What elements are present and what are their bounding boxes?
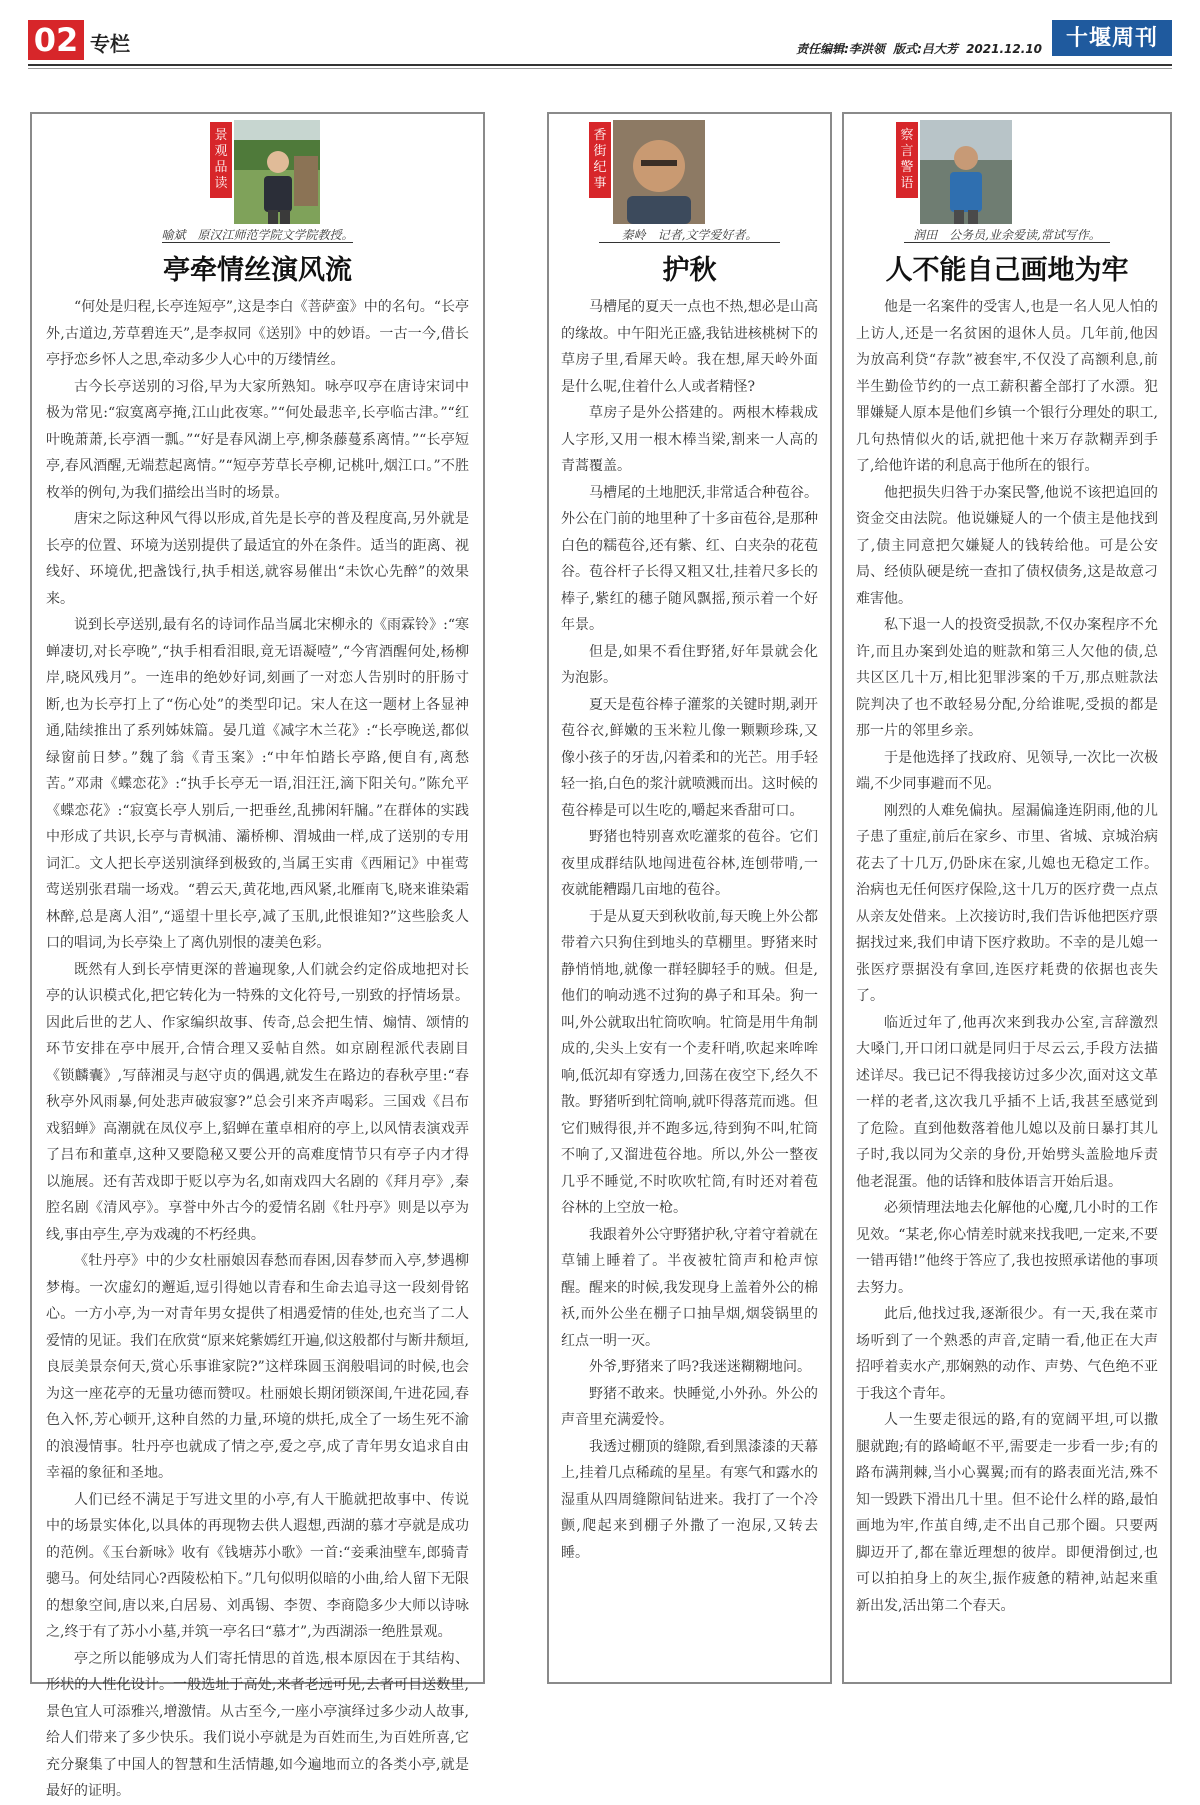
article-title: 护秋 [662,255,717,286]
paragraph: “何处是归程,长亭连短亭”,这是李白《菩萨蛮》中的名句。“长亭外,古道边,芳草碧连天”,是李叔同《送别》中的妙语。一古一今,借长亭抒恋乡怀人之思,牵动多少人心中的万缕情丝。 [46,299,469,368]
paragraph: 刚烈的人难免偏执。屋漏偏逢连阴雨,他的儿子患了重症,前后在家乡、市里、省城、京城治病花去了十几万,仍卧床在家,儿媳也无稳定工作。治病也无任何医疗保险,这十几万的医疗费一点点从亲友处借来。上次接访时,我们告诉他把医疗票据找过来,我们申请下医疗救助。不幸的是儿媳一张医疗票据没有拿回,连医疗耗费的依据也丧失了。 [856,802,1158,1004]
article-column-2 [547,112,832,1684]
masthead [28,20,1172,64]
article-body [856,294,1158,1674]
paragraph: 必须情理法地去化解他的心魔,几小时的工作见效。“某老,你心情差时就来找我吧,一定来,不要一错再错!”他终于答应了,我也按照承诺他的事项去努力。 [856,1200,1158,1296]
paragraph: 我透过棚顶的缝隙,看到黑漆漆的天幕上,挂着几点稀疏的星星。有寒气和露水的湿重从四周缝隙间钻进来。我打了一个冷颤,爬起来到棚子外撒了一泡尿,又转去睡。 [561,1438,818,1561]
author-photo [234,120,320,224]
article-column-1 [30,112,485,1799]
article-body [561,294,818,1674]
paragraph: 人一生要走很远的路,有的宽阔平坦,可以撒腿就跑;有的路崎岖不平,需要走一步看一步;有的路布满荆棘,当小心翼翼;而有的路表面光洁,殊不知一毁跌下滑出几十里。但不论什么样的路,最怕画地为牢,作茧自缚,走不出自己那个圈。只要两脚迈开了,都在靠近理想的彼岸。即便滑倒过,也可以拍拍身上的灰尘,振作疲惫的精神,站起来重新出发,活出第二个春天。 [856,1412,1158,1614]
paragraph: 他把损失归咎于办案民警,他说不该把追回的资金交由法院。他说嫌疑人的一个债主是他找到了,债主同意把欠嫌疑人的钱转给他。可是公安局、经侦队硬是统一查扣了债权债务,这是故意刁难害他。 [856,484,1158,607]
page-number: 02 [28,20,84,60]
author-caption: 润田 公务员,业余爱读,常试写作。 [913,228,1101,242]
paragraph: 《牡丹亭》中的少女杜丽娘因春愁而春困,因春梦而入亭,梦遇柳梦梅。一次虚幻的邂逅,逗引得她以青春和生命去追寻这一段刻骨铭心。一方小亭,为一对青年男女提供了相遇爱情的佳处,也充当了二人爱情的见证。我们在欣赏“原来姹紫嫣红开遍,似这般都付与断井颓垣,良辰美景奈何天,赏心乐事谁家院?”这样珠圆玉润般唱词的时候,也会为这一座花亭的无量功德而赞叹。杜丽娘长期闭锁深闺,午进花园,春色入怀,芳心顿开,这种自然的力量,环境的烘托,成全了一场生死不渝的浪漫情事。牡丹亭也就成了情之亭,爱之亭,成了青年男女追求自由幸福的象征和圣地。 [46,1253,469,1481]
header-rule [28,64,1172,66]
author-caption: 秦岭 记者,文学爱好者。 [621,228,758,242]
paragraph: 夏天是苞谷棒子灌浆的关键时期,剥开苞谷衣,鲜嫩的玉米粒儿像一颗颗珍珠,又像小孩子的牙齿,闪着柔和的光芒。用手轻轻一掐,白色的浆汁就喷溅而出。这时候的苞谷棒是可以生吃的,嚼起来香甜可口。 [561,696,818,819]
paragraph: 他是一名案件的受害人,也是一名人见人怕的上访人,还是一名贫困的退休人员。几年前,他因为放高利贷“存款”被套牢,不仅没了高额利息,前半生勤俭节约的一点工薪积蓄全部打了水漂。犯罪嫌疑人原本是他们乡镇一个银行分理处的职工,几句热情似火的话,就把他十来万存款糊弄到手了,给他许诺的利息高于他所在的银行。 [856,299,1158,474]
article-body [46,294,469,1799]
column-tag: 香街纪事 [589,122,611,198]
article-column-3 [842,112,1172,1684]
paragraph: 临近过年了,他再次来到我办公室,言辞激烈大嗓门,开口闭口就是同归于尽云云,手段方法描述详尽。我已记不得我接访过多少次,面对这文革一样的老者,这次我几乎插不上话,我甚至感觉到了危险。直到他数落着他儿媳以及前日暴打其儿子时,我以同为父亲的身份,开始劈头盖脸地斥责他老混蛋。他的话锋和肢体语言开始后退。 [856,1014,1158,1190]
layout-credit: 版式:吕大芳 [893,42,958,56]
paragraph: 但是,如果不看住野猪,好年景就会化为泡影。 [561,643,818,686]
editor-credit: 责任编辑:李洪领 [796,42,885,56]
author-caption: 喻斌 原汉江师范学院文学院教授。 [161,228,354,242]
section-name: 专栏 [90,32,130,56]
paragraph: 于是他选择了找政府、见领导,一次比一次极端,不少同事避而不见。 [856,749,1158,792]
paragraph: 于是从夏天到秋收前,每天晚上外公都带着六只狗住到地头的草棚里。野猪来时静悄悄地,就像一群轻脚轻手的贼。但是,他们的响动逃不过狗的鼻子和耳朵。狗一叫,外公就取出牤筒吹响。牤筒是用牛角制成的,尖头上安有一个麦秆哨,吹起来哞哞响,低沉却有穿透力,回荡在夜空下,经久不散。野猪听到牤筒响,就吓得落荒而逃。但它们贼得很,并不跑多远,待到狗不叫,牤筒不响了,又溜进苞谷地。所以,外公一整夜几乎不睡觉,不时吹吹牤筒,有时还对着苞谷林的上空放一枪。 [561,908,818,1216]
paragraph: 私下退一人的投资受损款,不仅办案程序不允许,而且办案到处追的赃款和第三人欠他的债,总共区区几十万,相比犯罪涉案的千万,那点赃款法院判决了也不敢轻易分配,分给谁呢,受损的都是那一片的邻里乡亲。 [856,617,1158,739]
paragraph: 唐宋之际这种风气得以形成,首先是长亭的普及程度高,另外就是长亭的位置、环境为送别提供了最适宜的外在条件。适当的距离、视线好、环境优,把盏饯行,执手相送,就容易催出“未饮心先醉”的效果来。 [46,511,469,607]
paragraph: 外爷,野猪来了吗?我迷迷糊糊地问。 [589,1359,811,1375]
credits [792,40,1042,57]
paragraph: 此后,他找过我,逐渐很少。有一天,我在菜市场听到了一个熟悉的声音,定睛一看,他正在大声招呼着卖水产,那娴熟的动作、声势、气色绝不亚于我这个青年。 [856,1306,1158,1402]
paragraph: 我跟着外公守野猪护秋,守着守着就在草铺上睡着了。半夜被牤筒声和枪声惊醒。醒来的时候,我发现身上盖着外公的棉袄,而外公坐在棚子口抽旱烟,烟袋锅里的红点一明一灭。 [561,1226,818,1349]
paragraph: 野猪也特别喜欢吃灌浆的苞谷。它们夜里成群结队地闯进苞谷林,连刨带啃,一夜就能糟蹋几亩地的苞谷。 [561,829,818,898]
title-rule [162,242,353,243]
newspaper-brand: 十堰周刊 [1052,20,1172,56]
article-title: 人不能自己画地为牢 [885,255,1129,286]
title-rule [599,242,780,243]
paragraph: 说到长亭送别,最有名的诗词作品当属北宋柳永的《雨霖铃》:“寒蝉凄切,对长亭晚”,“执手相看泪眼,竟无语凝噎”,“今宵酒醒何处,杨柳岸,晓风残月”。一连串的绝妙好词,刻画了一对恋人告别时的肝肠寸断,也为长亭打上了“伤心处”的类型印记。宋人在这一题材上各显神通,陆续推出了系列姊妹篇。晏几道《减字木兰花》:“长亭晚送,都似绿窗前日梦。”魏了翁《青玉案》:“中年怕踏长亭路,便自有,离愁苦。”邓肃《蝶恋花》:“执手长亭无一语,泪汪汪,滴下阳关句。”陈允平《蝶恋花》:“寂寞长亭人别后,一把垂丝,乱拂闲轩牖。”在群体的实践中形成了共识,长亭与青枫浦、灞桥柳、渭城曲一样,成了送别的专用词汇。文人把长亭送别演绎到极致的,当属王实甫《西厢记》中崔莺莺送别张君瑞一场戏。“碧云天,黄花地,西风紧,北雁南飞,晓来谁染霜林醉,总是离人泪”,“遥望十里长亭,减了玉肌,此恨谁知?”这些脍炙人口的唱词,为长亭染上了离仇别恨的凄美色彩。 [46,617,469,951]
author-photo [920,120,1012,224]
paragraph: 野猪不敢来。快睡觉,小外孙。外公的声音里充满爱怜。 [561,1385,818,1428]
paragraph: 古今长亭送别的习俗,早为大家所熟知。咏亭叹亭在唐诗宋词中极为常见:“寂寞离亭掩,江山此夜寒。”“何处最悲辛,长亭临古津。”“红叶晚萧萧,长亭酒一瓢。”“好是春风湖上亭,柳条藤蔓系离情。”“长亭短亭,春风酒醒,无端惹起离情。”“短亭芳草长亭柳,记桃叶,烟江口。”不胜枚举的例句,为我们描绘出当时的场景。 [46,378,469,501]
title-rule [904,242,1110,243]
article-title: 亭牵情丝演风流 [163,255,352,286]
column-tag: 察言警语 [896,122,918,198]
paragraph: 既然有人到长亭情更深的普遍现象,人们就会约定俗成地把对长亭的认识模式化,把它转化为一特殊的文化符号,一别致的抒情场景。因此后世的艺人、作家编织故事、传奇,总会把生情、煽情、颂情的环节安排在亭中展开,合情合理又妥帖自然。如京剧程派代表剧目《锁麟囊》,写薛湘灵与赵守贞的偶遇,就发生在路边的春秋亭里:“春秋亭外风雨暴,何处悲声破寂寥?”总会引来齐声喝彩。三国戏《吕布戏貂蝉》高潮就在凤仪亭上,貂蝉在董卓相府的亭上,以风情表演戏弄了吕布和董卓,这种又要隐秘又要公开的高难度情节只有亭子内才得以施展。还有苦戏即于贬以亭为名,如南戏四大名剧的《拜月亭》,秦腔名剧《清风亭》。享誉中外古今的爱情名剧《牡丹亭》则是以亭为线,事由亭生,亭为戏魂的不朽经典。 [46,961,469,1243]
author-photo [613,120,705,224]
paragraph: 草房子是外公搭建的。两根木棒栽成人字形,又用一根木棒当梁,割来一人高的青蒿覆盖。 [561,405,818,474]
paragraph: 人们已经不满足于写进文里的小亭,有人干脆就把故事中、传说中的场景实体化,以具体的再现物去供人遐想,西湖的慕才亭就是成功的范例。《玉台新咏》收有《钱塘苏小歌》一首:“妾乘油壁车,郎骑青骢马。何处结同心?西陵松柏下。”几句似明似暗的小曲,给人留下无限的想象空间,唐以来,白居易、刘禹锡、李贺、李商隐多少大师以诗咏之,终于有了苏小小墓,并筑一亭名曰“慕才”,为西湖添一绝胜景观。 [46,1491,469,1640]
paragraph: 马槽尾的土地肥沃,非常适合种苞谷。外公在门前的地里种了十多亩苞谷,是那种白色的糯苞谷,还有紫、红、白夹杂的花苞谷。苞谷杆子长得又粗又壮,挂着尺多长的棒子,紫红的穗子随风飘摇,预示着一个好年景。 [561,484,818,633]
paragraph: 亭之所以能够成为人们寄托情思的首选,根本原因在于其结构、形状的人性化设计。一般选址于高处,来者老远可见,去者可目送数里,景色宜人可添雅兴,增激情。从古至今,一座小亭演绎过多少动人故事,给人们带来了多少快乐。我们说小亭就是为百姓而生,为百姓所喜,它充分聚集了中国人的智慧和生活情趣,如今遍地而立的各类小亭,就是最好的证明。 [46,1650,469,1799]
column-tag: 景观品读 [210,122,232,198]
header-rule-thin [28,68,1172,69]
paragraph: 马槽尾的夏天一点也不热,想必是山高的缘故。中午阳光正盛,我钻进核桃树下的草房子里,看犀天岭。我在想,犀天岭外面是什么呢,住着什么人或者精怪? [561,299,818,395]
issue-date: 2021.12.10 [966,42,1042,56]
